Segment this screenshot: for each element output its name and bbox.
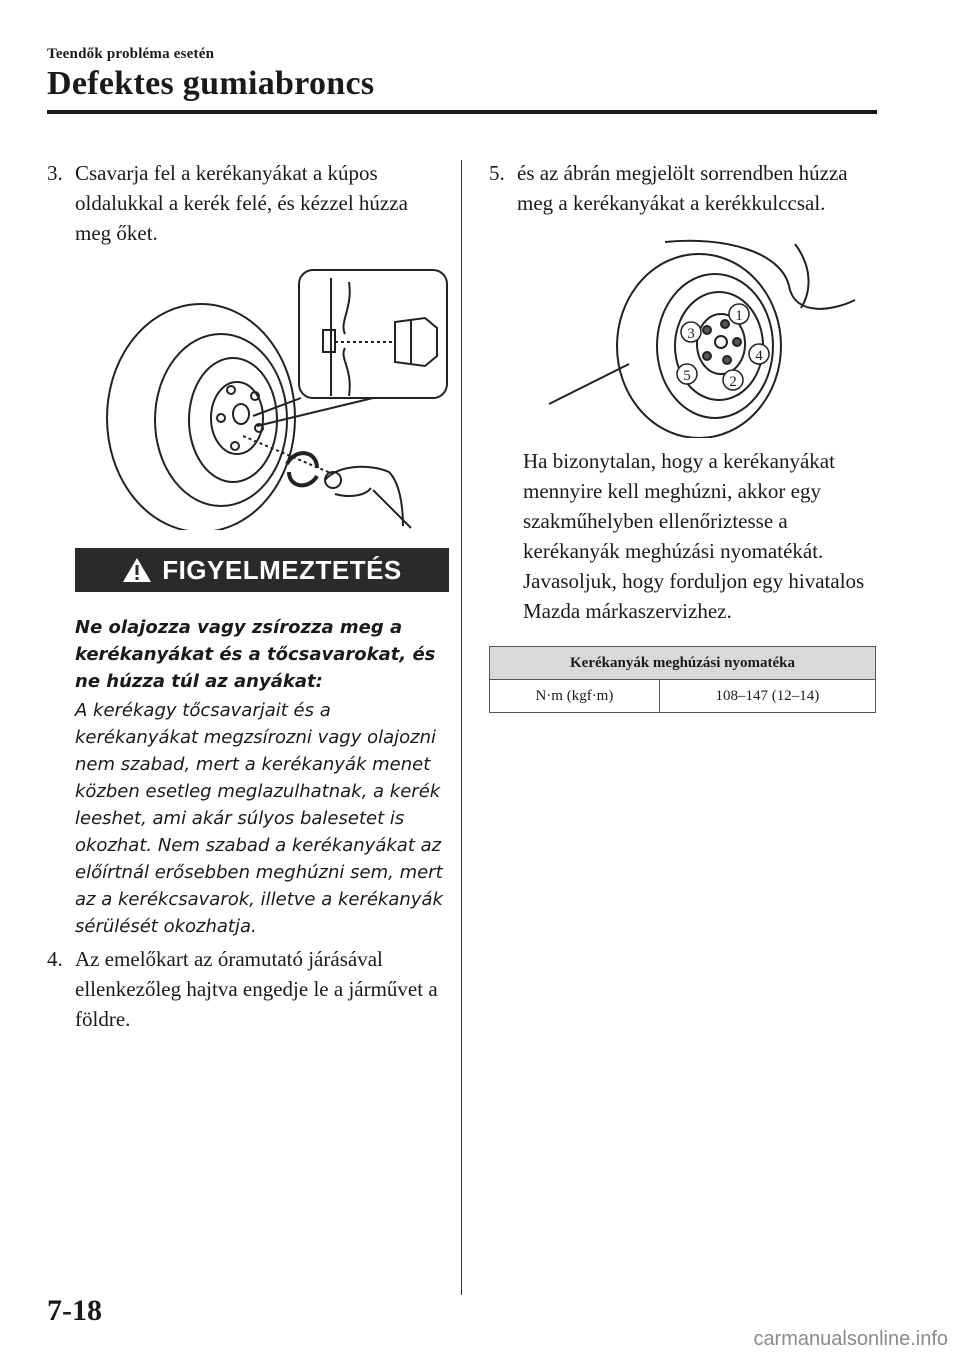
tightening-order-drawing [545,238,875,438]
warning-triangle-icon [122,557,152,583]
order-label-5: 5 [683,368,691,384]
tightening-order-illustration [545,238,875,438]
step-3-number: 3. [47,161,63,185]
step-4 [47,944,447,1034]
watermark: carmanualsonline.info [753,1328,948,1350]
column-divider [461,160,462,1295]
section-label: Teendők probléma esetén [47,46,215,62]
torque-note: Ha bizonytalan, hogy a kerékanyákat mennyire kell meghúzni, akkor egy szakműhelyben ellenőriztesse a kerékanyák meghúzási nyomatékát. Javasoljuk, hogy forduljon egy hivatalos Mazda márkaszervizhez. [523,449,865,623]
right-column [489,158,879,713]
step-4-number: 4. [47,947,63,971]
warning-title: Ne olajozza vagy zsírozza meg a kerékanyákat és a tőcsavarokat, és ne húzza túl az anyákat: [75,617,436,692]
table-row [490,680,876,713]
step-5-number: 5. [489,161,505,185]
step-5-text: és az ábrán megjelölt sorrendben húzza meg a kerékanyákat a kerékkulccsal. [517,161,848,215]
step-3-text: Csavarja fel a kerékanyákat a kúpos oldalukkal a kerék felé, és kézzel húzza meg őket. [75,161,408,245]
torque-table [489,646,876,713]
torque-value: 108–147 (12–14) [659,680,875,713]
warning-label: FIGYELMEZTETÉS [162,554,402,585]
step-3 [47,158,447,248]
step-4-text: Az emelőkart az óramutató járásával ellenkezőleg hajtva engedje le a járművet a földre. [75,947,438,1031]
header-rule [47,110,877,114]
torque-unit: N·m (kgf·m) [490,680,660,713]
order-label-4: 4 [755,348,763,364]
table-header-row [490,647,876,680]
table-header: Kerékanyák meghúzási nyomatéka [490,647,876,680]
step-5 [489,158,879,218]
warning-text: A kerékagy tőcsavarjait és a kerékanyákat megzsírozni vagy olajozni nem szabad, mert a kerékanyák menet közben esetleg meglazulhatnak, a kerék leeshet, ami akár súlyos balesetet is okozhat. Nem szabad a kerékanyákat az előírtnál erősebben meghúzni sem, mert az a kerékcsavarok, illetve a kerékanyák sérülését okozhatja. [75,700,443,937]
page-header [47,46,877,103]
warning-banner [75,548,449,592]
warning-body [75,614,447,940]
order-label-1: 1 [735,308,743,324]
wheel-nut-drawing [103,268,453,530]
order-label-2: 2 [729,374,737,390]
page-title: Defektes gumiabroncs [47,65,375,102]
order-label-3: 3 [687,326,695,342]
wheel-nut-illustration [103,268,453,530]
page-number: 7-18 [47,1294,102,1327]
left-column [47,158,447,1034]
